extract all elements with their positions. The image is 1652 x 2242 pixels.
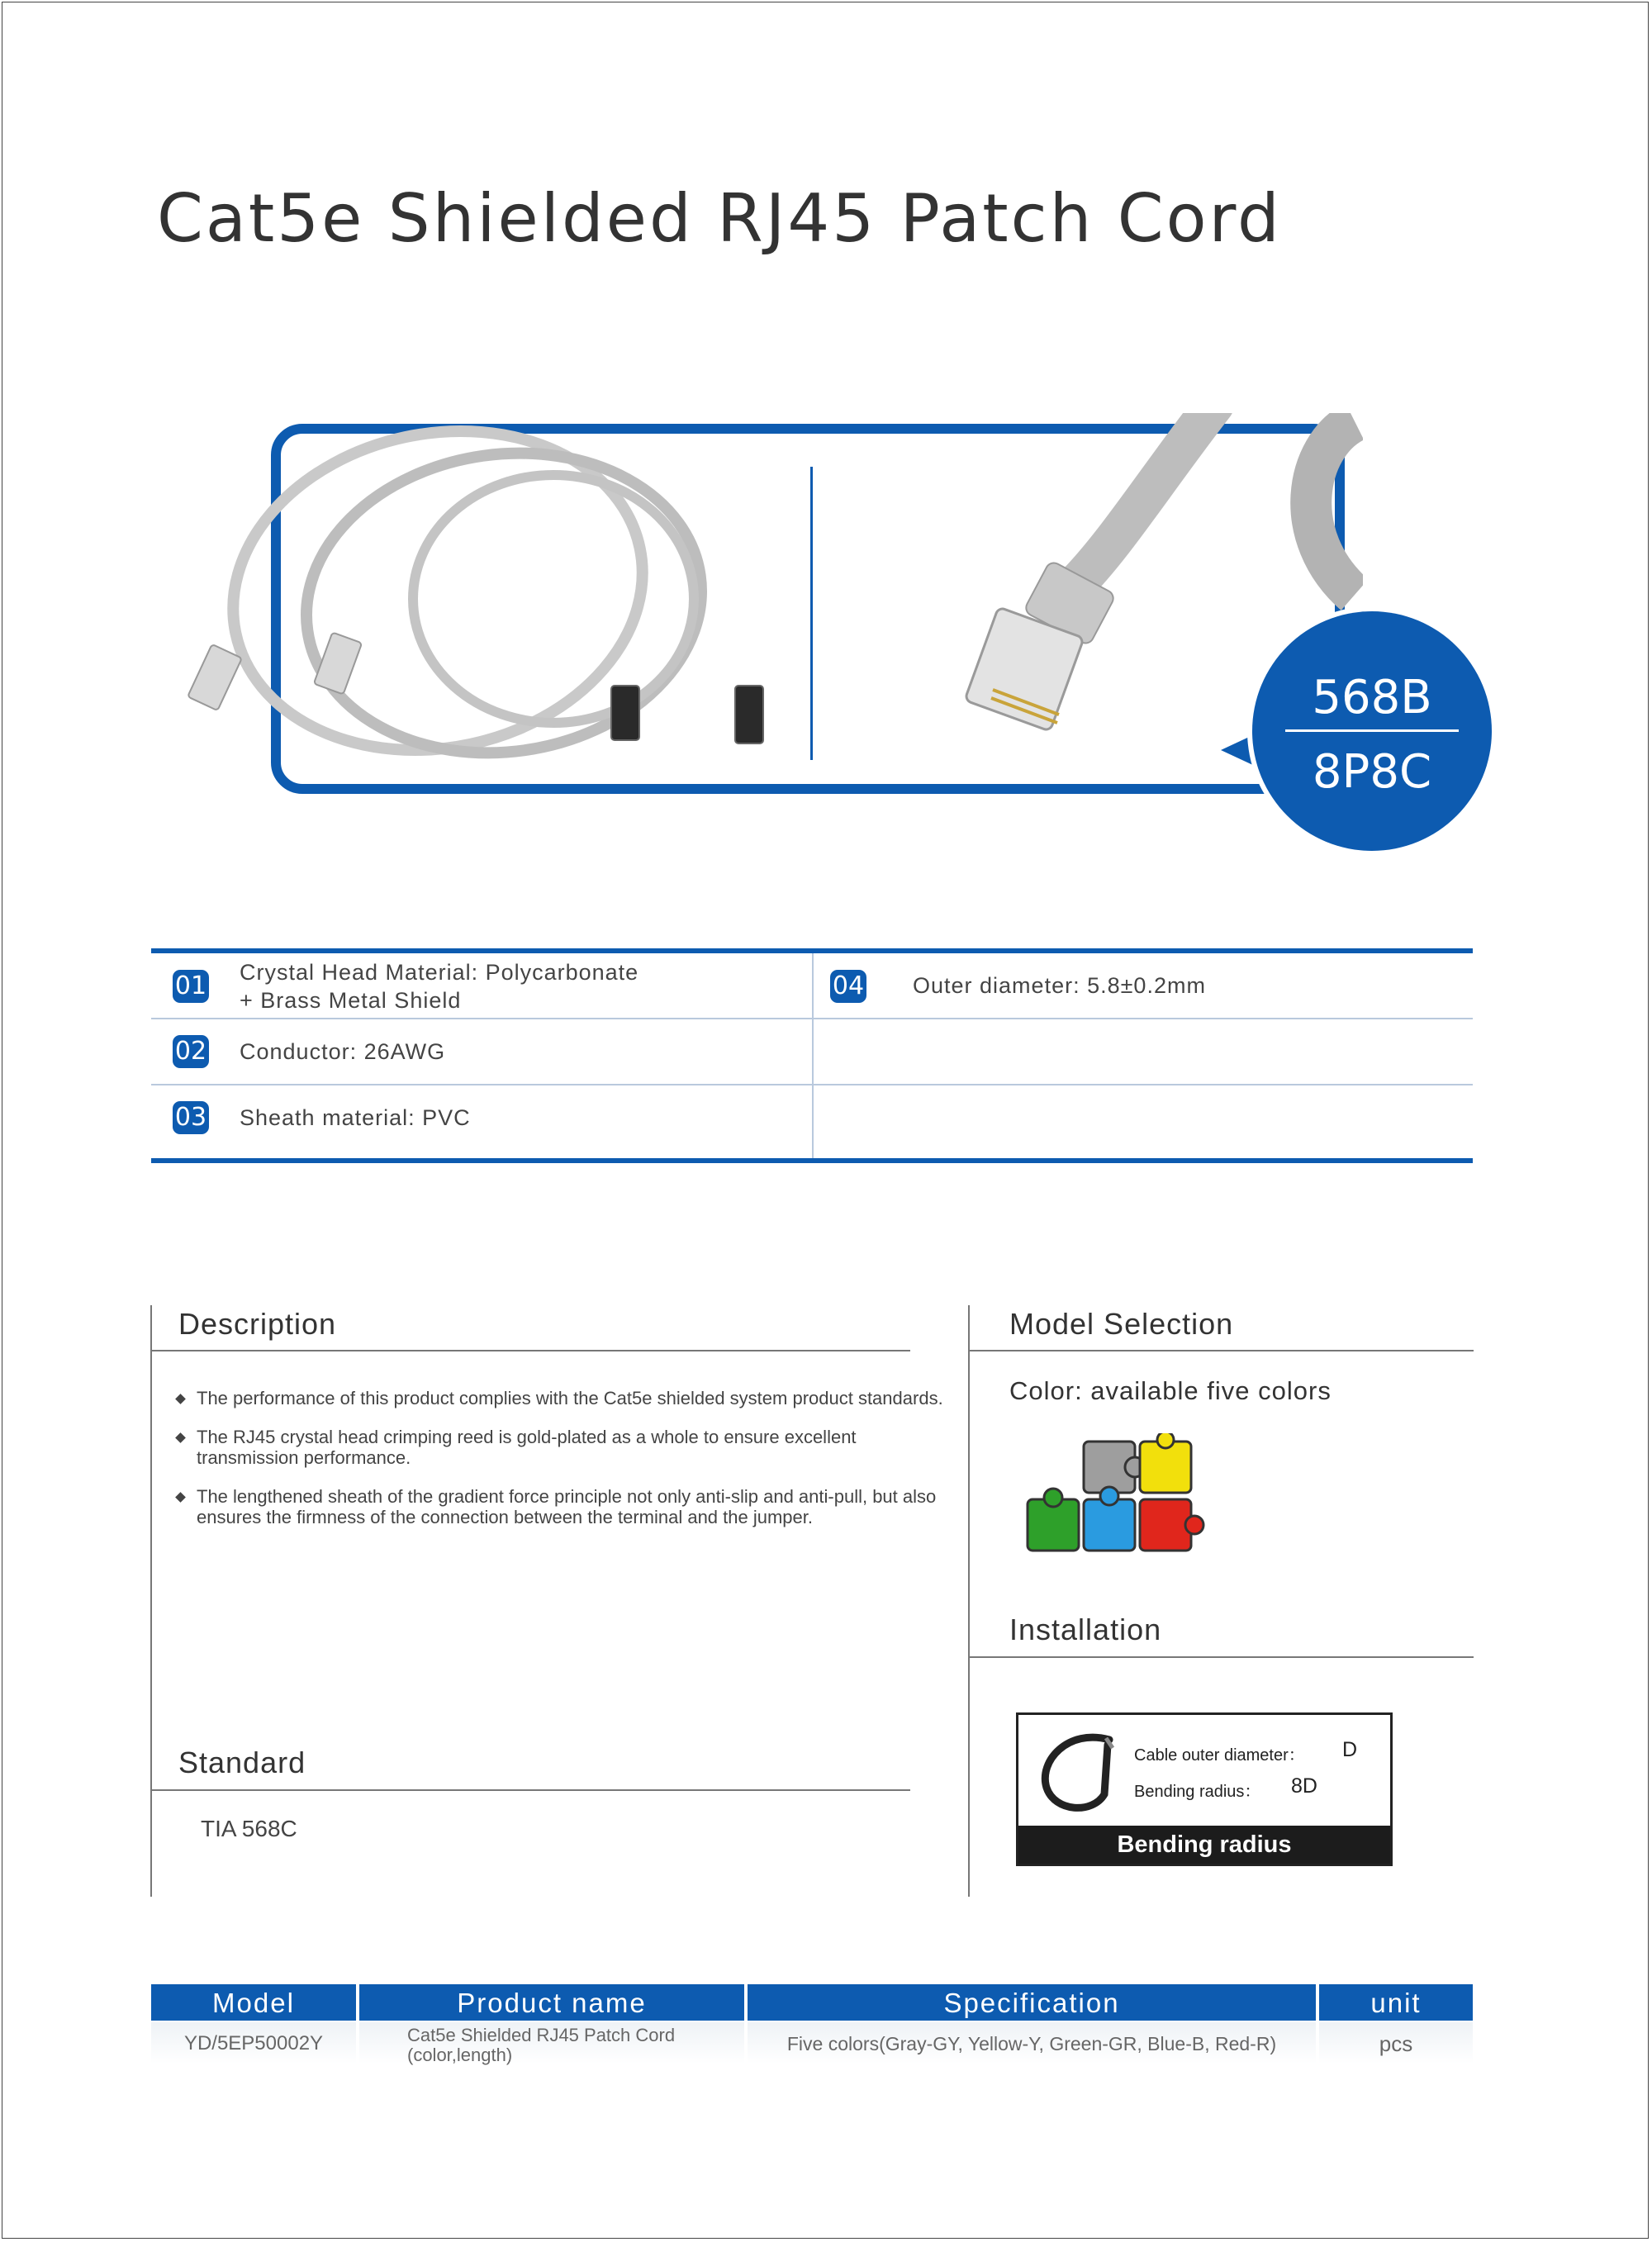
- bending-radius-label: Bending radius：: [1134, 1783, 1261, 1801]
- wiring-badge: [1252, 611, 1492, 851]
- badge-connector-type: 8P8C: [1312, 745, 1432, 799]
- feature-number-2: 02: [173, 1035, 209, 1068]
- standard-heading: Standard: [178, 1746, 306, 1779]
- feature-text-4: Outer diameter: 5.8±0.2mm: [913, 973, 1206, 998]
- feature-text-2: Conductor: 26AWG: [240, 1039, 446, 1064]
- feature-number-1: 01: [173, 970, 209, 1003]
- description-item: The RJ45 crystal head crimping reed is gold-plated as a whole to ensure excellent transmission performance.: [175, 1427, 952, 1468]
- bending-radius-caption: Bending radius: [1018, 1826, 1390, 1864]
- description-heading: Description: [178, 1307, 337, 1341]
- table-header-product-name: Product name: [359, 1984, 744, 2021]
- installation-rule: [968, 1656, 1474, 1658]
- bent-cable-icon: [1035, 1728, 1126, 1819]
- color-options-text: Color: available five colors: [1009, 1376, 1332, 1405]
- bending-radius-value: 8D: [1291, 1774, 1317, 1798]
- right-column-rule: [968, 1305, 970, 1897]
- table-cell-product-name-1: Cat5e Shielded RJ45 Patch Cord: [407, 2025, 676, 2045]
- feature-row-1: [151, 953, 1473, 1019]
- description-item: The lengthened sheath of the gradient force principle not only anti-slip and anti-pull, but also ensures the firmness of the connection between the terminal and the jumper.: [175, 1486, 952, 1527]
- feature-row-3: [151, 1085, 1473, 1150]
- table-cell-model: YD/5EP50002Y: [183, 2032, 324, 2054]
- table-header-model: Model: [151, 1984, 356, 2021]
- feature-text-1a: Crystal Head Material: Polycarbonate: [240, 960, 639, 985]
- table-header-specification: Specification: [748, 1984, 1316, 2021]
- table-header-unit: unit: [1319, 1984, 1473, 2021]
- description-item: The performance of this product complies with the Cat5e shielded system product standards.: [175, 1388, 952, 1408]
- table-cell-specification: Five colors(Gray-GY, Yellow-Y, Green-GR, Blue-B, Red-R): [786, 2033, 1277, 2054]
- table-cell-unit: pcs: [1379, 2031, 1413, 2056]
- feature-number-3: 03: [173, 1101, 209, 1134]
- left-column-rule: [150, 1305, 152, 1897]
- cable-diameter-label: Cable outer diameter：: [1134, 1746, 1305, 1765]
- model-selection-rule: [968, 1350, 1474, 1351]
- table-cell-product-name-2: (color,length): [407, 2045, 513, 2065]
- feature-text-1b: + Brass Metal Shield: [240, 988, 462, 1013]
- features-table: [151, 948, 1473, 1163]
- standard-rule: [150, 1789, 910, 1791]
- feature-text-3: Sheath material: PVC: [240, 1105, 471, 1130]
- feature-row-2: [151, 1019, 1473, 1085]
- page-title: Cat5e Shielded RJ45 Patch Cord: [157, 180, 1282, 257]
- badge-divider: [1285, 729, 1459, 732]
- standard-value: TIA 568C: [201, 1816, 297, 1841]
- patch-cord-illustration: [165, 413, 1363, 810]
- description-list: [175, 1388, 952, 1546]
- color-puzzle-icon: [1024, 1433, 1222, 1565]
- feature-number-4: 04: [830, 970, 866, 1003]
- model-selection-heading: Model Selection: [1009, 1307, 1234, 1341]
- badge-wiring-standard: 568B: [1312, 671, 1432, 724]
- cable-diameter-value: D: [1342, 1738, 1358, 1761]
- description-rule: [150, 1350, 910, 1351]
- installation-heading: Installation: [1009, 1613, 1162, 1646]
- bending-radius-card: [1016, 1712, 1393, 1866]
